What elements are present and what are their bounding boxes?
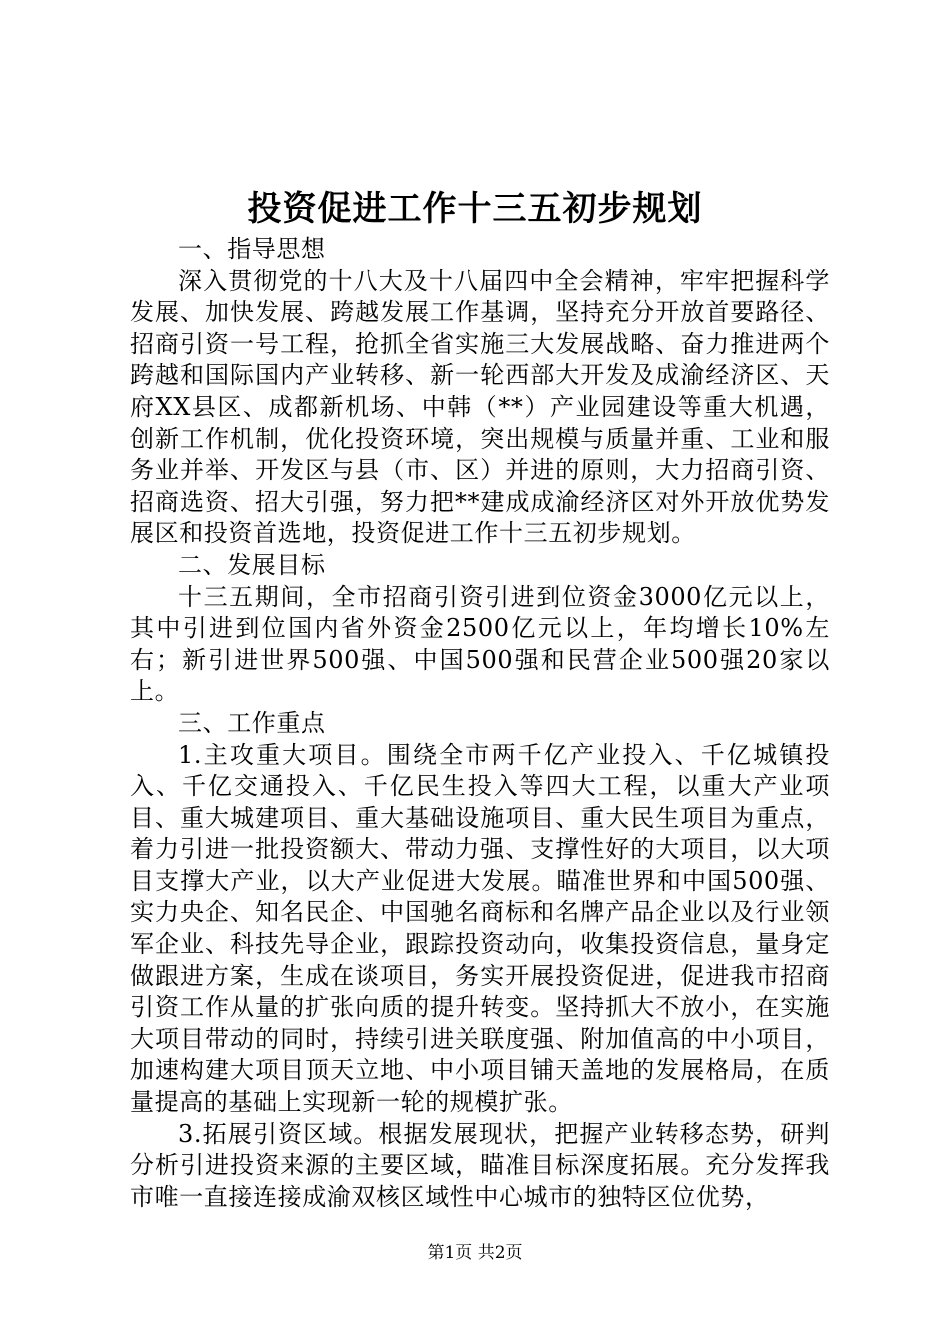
page-number-footer: 第1页 共2页 (427, 1243, 523, 1263)
paragraph-guiding-ideology: 深入贯彻党的十八大及十八届四中全会精神，牢牢把握科学发展、加快发展、跨越发展工作基调，坚持充分开放首要路径、招商引资一号工程，抢抓全省实施三大发展战略、奋力推进两个跨越和国际国内产业转移、新一轮西部大开发及成渝经济区、天府XX县区、成都新机场、中韩（**）产业园建设等重大机遇，创新工作机制，优化投资环境，突出规模与质量并重、工业和服务业并举、开发区与县（市、区）并进的原则，大力招商引资、招商选资、招大引强，努力把**建成成渝经济区对外开放优势发展区和投资首选地，投资促进工作十三五初步规划。 (130, 266, 830, 548)
paragraph-major-projects: 1.主攻重大项目。围绕全市两千亿产业投入、千亿城镇投入、千亿交通投入、千亿民生投入等四大工程，以重大产业项目、重大城建项目、重大基础设施项目、重大民生项目为重点，着力引进一批投资额大、带动力强、支撑性好的大项目，以大项目支撑大产业，以大产业促进大发展。瞄准世界和中国500强、实力央企、知名民企、中国驰名商标和名牌产品企业以及行业领军企业、科技先导企业，跟踪投资动向，收集投资信息，量身定做跟进方案，生成在谈项目，务实开展投资促进，促进我市招商引资工作从量的扩张向质的提升转变。坚持抓大不放小，在实施大项目带动的同时，持续引进关联度强、附加值高的中小项目，加速构建大项目顶天立地、中小项目铺天盖地的发展格局，在质量提高的基础上实现新一轮的规模扩张。 (130, 740, 830, 1117)
section-heading-guiding-ideology: 一、指导思想 (178, 235, 326, 263)
document-title: 投资促进工作十三五初步规划 (247, 189, 703, 229)
paragraph-investment-regions: 3.拓展引资区域。根据发展现状，把握产业转移态势，研判分析引进投资来源的主要区域，瞄准目标深度拓展。充分发挥我市唯一直接连接成渝双核区域性中心城市的独特区位优势， (130, 1119, 830, 1211)
section-heading-development-goals: 二、发展目标 (178, 550, 326, 579)
document-body (130, 234, 830, 1213)
paragraph-development-goals: 十三五期间，全市招商引资引进到位资金3000亿元以上，其中引进到位国内省外资金2500亿元以上，年均增长10%左右；新引进世界500强、中国500强和民营企业500强20家以上。 (130, 582, 830, 706)
section-heading-work-priorities: 三、工作重点 (178, 708, 326, 737)
